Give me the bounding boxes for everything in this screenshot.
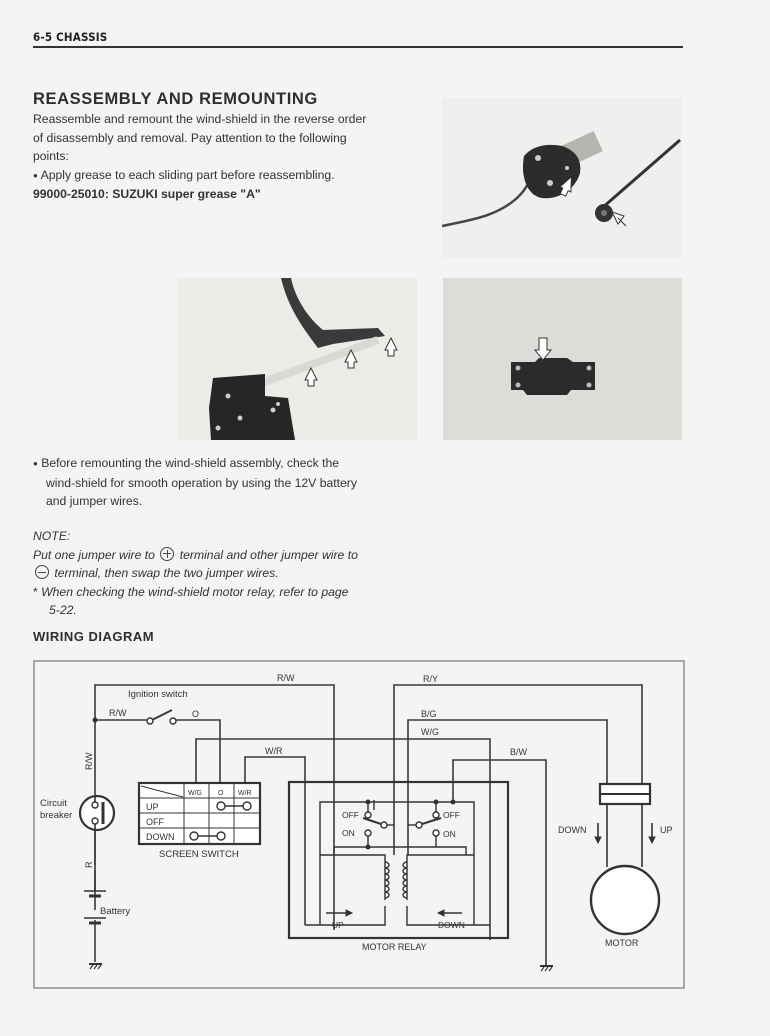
bullet2-line-3: and jumper wires. [46,494,143,508]
para-line-3: points: [33,149,69,163]
ground-symbol-right [540,966,553,971]
label-wg: W/G [421,727,439,737]
label-motor: MOTOR [605,938,639,948]
note-line-2: terminal, then swap the two jumper wires. [33,564,417,583]
col-wr: W/R [238,790,252,797]
note-label: NOTE: [33,529,71,543]
circuit-breaker-symbol [80,796,114,830]
label-r-vertical: R [84,861,94,868]
junction-dot [93,718,98,723]
label-rw-switch: R/W [109,708,127,718]
label-ry: R/Y [423,674,439,684]
note-line-1: Put one jumper wire to terminal and other jumper wire to [33,547,358,562]
bullet2-line-2: wind-shield for smooth operation by using the 12V battery [46,475,357,490]
motor-relay-symbol [289,782,508,938]
row-up: UP [146,802,159,812]
bullet-grease-text: Apply grease to each sliding part before reassembling. [40,167,335,182]
bullet-icon: ● [33,459,38,468]
wiring-diagram-title: WIRING DIAGRAM [33,629,155,644]
relay-left-on: ON [342,828,355,838]
label-circuit: Circuit [40,798,67,809]
row-down: DOWN [146,832,175,842]
row-off: OFF [146,817,164,827]
note-line-4: 5-22. [49,603,77,617]
label-breaker: breaker [40,810,73,821]
label-wr: W/R [265,746,283,756]
label-o: O [192,709,200,719]
motor-up: UP [660,825,673,835]
bullet-icon: ● [33,170,38,180]
relay-left-off: OFF [342,810,359,820]
label-screen-switch: SCREEN SWITCH [159,849,239,860]
ignition-contact-2 [170,718,176,724]
label-bg: B/G [421,709,437,719]
note-line-3: * When checking the wind-shield motor relay, refer to page [33,584,349,599]
col-o: O [218,790,224,797]
relay-up: UP [332,920,344,930]
label-battery: Battery [100,906,131,917]
relay-right-on: ON [443,829,456,839]
para-line-1: Reassemble and remount the wind-shield in the reverse order [33,112,367,126]
section-title: REASSEMBLY AND REMOUNTING [33,90,318,108]
label-rw-top: R/W [277,673,295,683]
label-motor-relay: MOTOR RELAY [362,942,427,952]
para-line-2: of disassembly and removal. Pay attention to the following [33,130,347,145]
section-header: 6-5 CHASSIS [33,30,108,44]
wire-o [174,720,220,783]
label-bw: B/W [510,747,527,757]
ground-symbol-left [89,964,102,969]
label-ignition-switch: Ignition switch [128,689,188,700]
col-wg: W/G [188,790,202,797]
asterisk-icon: * [33,584,38,599]
bullet2-line-1: ● Before remounting the wind-shield assembly, check the [33,456,340,470]
label-rw-vertical: R/W [84,752,94,770]
motor-symbol [591,784,659,934]
relay-down: DOWN [438,920,465,930]
wire-bw [453,760,546,965]
relay-right-off: OFF [443,810,460,820]
grease-spec: 99000-25010: SUZUKI super grease "A" [33,187,261,201]
motor-down: DOWN [558,825,587,835]
ignition-contact-1 [147,718,153,724]
